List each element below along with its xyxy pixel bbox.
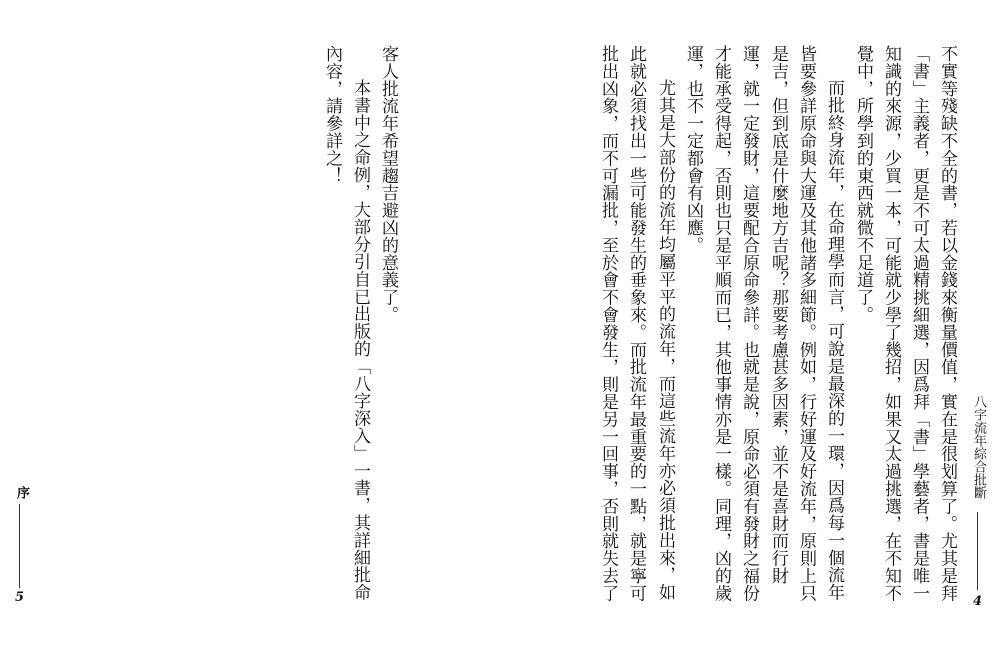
text-column: 而批終身流年，在命理學而言，可說是最深的一環，因爲每一個流年 — [824, 79, 844, 601]
header-rule — [977, 512, 978, 590]
text-column: 是吉，但到底是什麼地方吉呢？那要考慮甚多因素，並不是喜財而行財 — [768, 45, 788, 585]
text-column: 本書中之命例，大部分引自已出版的「八字深入」一書，其詳細批命 — [350, 79, 370, 601]
text-column: 才能承受得起，否則也只是平順而已，其他事情亦是一樣。同理，凶的歲 — [711, 45, 731, 602]
text-column: 覺中，所學到的東西就微不足道了。 — [853, 45, 873, 324]
text-column: 運，就一定發財，這要配合原命參詳。也就是說，原命必須有發財之福份 — [739, 45, 759, 602]
text-column: 尤其是大部份的流年均屬平平的流年，而這些流年亦必須批出來，如 — [655, 79, 675, 601]
text-column: 「書」主義者，更是不可太過精挑細選，因爲拜「書」學藝者，書是唯一 — [909, 45, 929, 602]
text-column: 客人批流年希望趨吉避凶的意義了。 — [378, 45, 398, 324]
text-column: 知識的來源，少買一本，可能就少學了幾招，如果又太過挑選，在不知不 — [881, 45, 901, 602]
text-column: 皆要參詳原命與大運及其他諸多細節。例如，行好運及好流年，原則上只 — [796, 45, 816, 602]
text-column: 此就必須找出一些可能發生的垂象來。而批流年最重要的一點，就是寧可 — [626, 45, 646, 602]
running-footer: 序 — [14, 486, 29, 499]
text-column: 不實等殘缺不全的書，若以金錢來衡量價值，實在是很划算了。尤其是拜 — [937, 45, 957, 602]
text-column: 運，也不一定都會有凶應。 — [683, 45, 703, 254]
running-header: 八字流年綜合批斷 — [971, 395, 986, 499]
page-number: 5 — [15, 590, 25, 605]
page-number: 4 — [973, 594, 983, 609]
footer-rule — [19, 504, 20, 588]
text-column: 批出凶象，而不可漏批，至於會不會發生，則是另一回事，否則就失去了 — [598, 45, 618, 602]
text-column: 內容，請參詳之！ — [322, 45, 342, 185]
